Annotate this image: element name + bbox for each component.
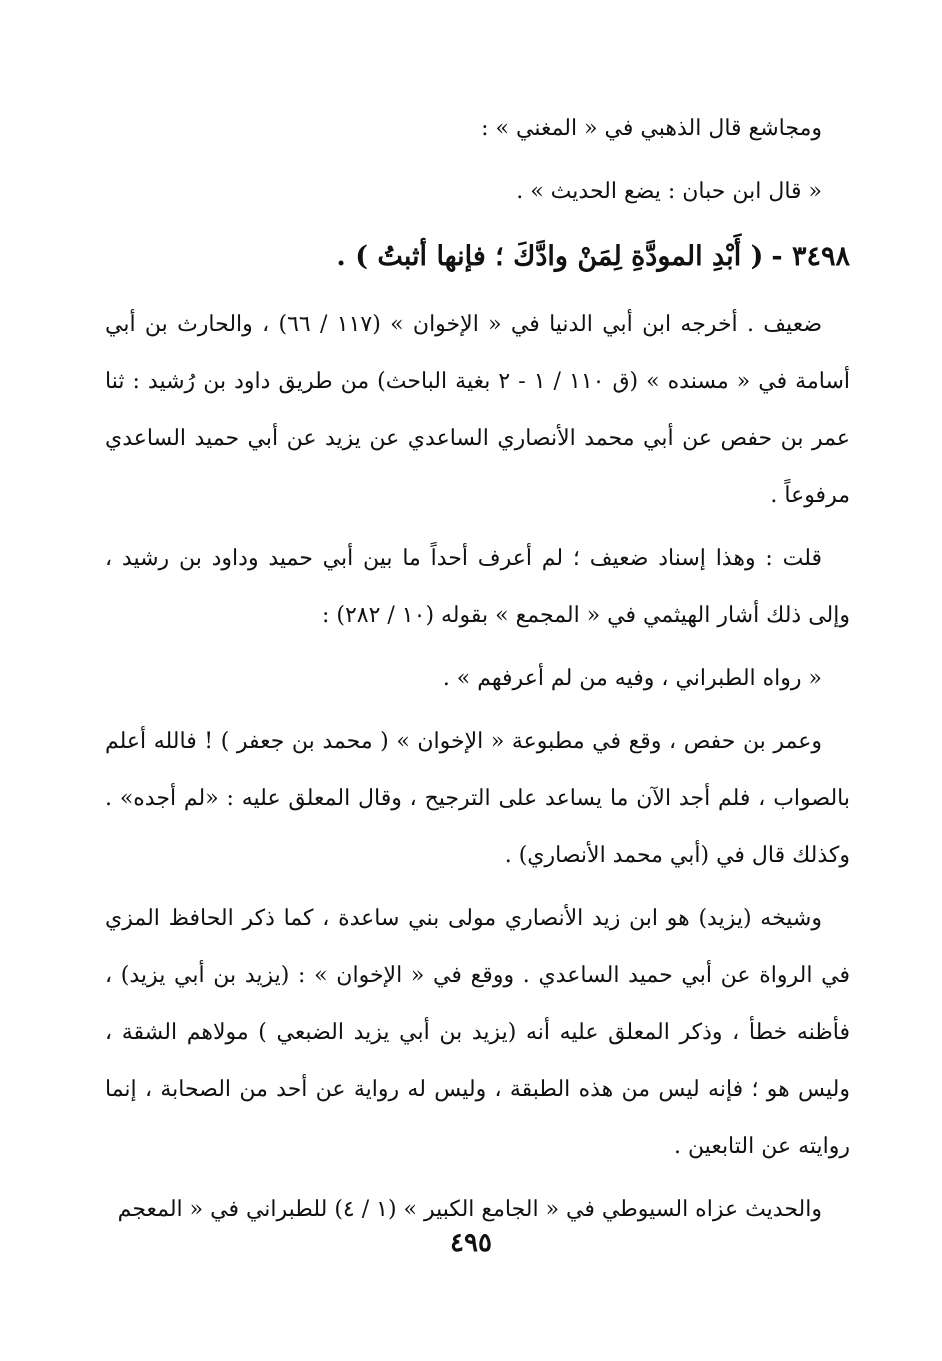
intro-paragraph-2: « قال ابن حبان : يضع الحديث » .	[516, 179, 822, 204]
body-paragraph-2: قلت : وهذا إسناد ضعيف ؛ لم أعرف أحداً ما بين أبي حميد وداود بن رشيد ، وإلى ذلك أشار الهيثمي في « المجمع » بقوله (١٠ / ٢٨٢) :	[105, 546, 850, 628]
intro-paragraph-1: ومجاشع قال الذهبي في « المغني » :	[481, 116, 822, 141]
page-number: ٤٩٥	[450, 1228, 492, 1258]
body-paragraph-3: « رواه الطبراني ، وفيه من لم أعرفهم » .	[442, 666, 822, 691]
hadith-number: ٣٤٩٨ -	[771, 241, 850, 272]
body-paragraph-6: والحديث عزاه السيوطي في « الجامع الكبير » (١ / ٤) للطبراني في « المعجم	[117, 1197, 822, 1222]
text-block	[105, 100, 850, 1244]
hadith-text: ( أَبْدِ المودَّةِ لِمَنْ وادَّكَ ؛ فإنها أثبتُ ) .	[336, 241, 764, 272]
body-paragraph-5: وشيخه (يزيد) هو ابن زيد الأنصاري مولى بني ساعدة ، كما ذكر الحافظ المزي في الرواة عن أبي حميد الساعدي . ووقع في « الإخوان » : (يزيد بن أبي يزيد) ، فأظنه خطأ ، وذكر المعلق عليه أنه (يزيد بن أبي يزيد الضبعي ) مولاهم الشقة ، وليس هو ؛ فإنه ليس من هذه الطبقة ، وليس له رواية عن أحد من الصحابة ، إنما روايته عن التابعين .	[105, 906, 850, 1159]
body-paragraph-1: ضعيف . أخرجه ابن أبي الدنيا في « الإخوان » (١١٧ / ٦٦) ، والحارث بن أبي أسامة في « مسنده » (ق ١١٠ / ١ - ٢ بغية الباحث) من طريق داود بن رُشيد : ثنا عمر بن حفص عن أبي محمد الأنصاري الساعدي عن يزيد عن أبي حميد الساعدي مرفوعاً .	[105, 312, 851, 508]
hadith-heading	[105, 226, 850, 288]
body-paragraph-4: وعمر بن حفص ، وقع في مطبوعة « الإخوان » ( محمد بن جعفر ) ! فالله أعلم بالصواب ، فلم أجد الآن ما يساعد على الترجيح ، وقال المعلق عليه : «لم أجده» . وكذلك قال في (أبي محمد الأنصاري) .	[105, 729, 850, 868]
